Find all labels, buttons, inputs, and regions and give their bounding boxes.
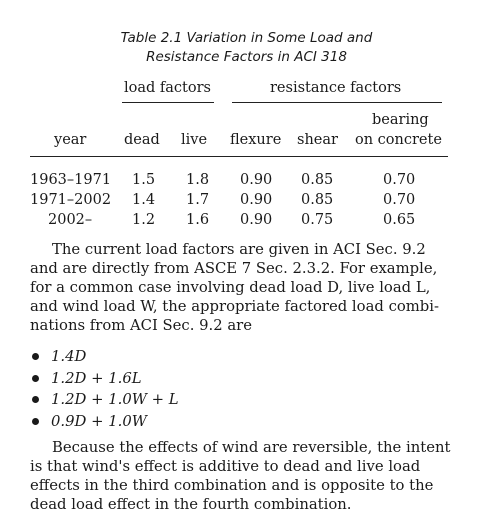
row-1-dead: 1.5 xyxy=(132,172,156,188)
paragraph-1-line-5: nations from ACI Sec. 9.2 are xyxy=(30,317,252,334)
resistance-factors-group-header: resistance factors xyxy=(270,80,402,96)
paragraph-load-combinations xyxy=(30,240,448,335)
combination-3: 1.2D + 1.0W + L xyxy=(51,391,179,408)
bullet-icon xyxy=(32,418,39,425)
list-item xyxy=(32,411,179,433)
col-header-live: live xyxy=(181,132,208,148)
paragraph-2-line-1: Because the effects of wind are reversible, the intent xyxy=(52,439,451,456)
resistance-factors-underline xyxy=(232,102,442,103)
paragraph-1-line-3: for a common case involving dead load D, live load L, xyxy=(30,279,431,296)
table-caption-line-2: Resistance Factors in ACI 318 xyxy=(146,49,347,65)
col-header-bearing-line-2: on concrete xyxy=(355,132,442,148)
table-caption-line-1: Table 2.1 Variation in Some Load and xyxy=(120,30,373,46)
combination-list xyxy=(32,346,179,432)
row-3-dead: 1.2 xyxy=(132,212,156,228)
combination-4: 0.9D + 1.0W xyxy=(51,412,147,430)
row-2-live: 1.7 xyxy=(186,192,210,208)
paragraph-wind-effect xyxy=(30,438,451,514)
table-header-rule xyxy=(30,156,448,157)
load-factors-group-header: load factors xyxy=(124,80,211,96)
combination-2: 1.2D + 1.6L xyxy=(51,369,142,387)
col-header-bearing-line-1: bearing xyxy=(372,112,429,128)
col-header-year: year xyxy=(54,132,87,148)
col-header-shear: shear xyxy=(297,132,338,148)
list-item xyxy=(32,346,179,368)
paragraph-1-line-1: The current load factors are given in ACI Sec. 9.2 xyxy=(52,241,426,258)
row-1-shear: 0.85 xyxy=(301,172,334,188)
row-3-year: 2002– xyxy=(48,212,93,228)
paragraph-2-line-4: dead load effect in the fourth combination. xyxy=(30,496,352,513)
bullet-icon xyxy=(32,353,39,360)
row-3-bearing: 0.65 xyxy=(383,212,416,228)
paragraph-2-line-3: effects in the third combination and is opposite to the xyxy=(30,477,434,494)
row-2-shear: 0.85 xyxy=(301,192,334,208)
row-2-flexure: 0.90 xyxy=(240,192,273,208)
row-3-live: 1.6 xyxy=(186,212,210,228)
row-3-shear: 0.75 xyxy=(301,212,334,228)
row-2-year: 1971–2002 xyxy=(30,192,112,208)
row-3-flexure: 0.90 xyxy=(240,212,273,228)
col-header-flexure: flexure xyxy=(230,132,282,148)
paragraph-1-line-4: and wind load W, the appropriate factored load combi- xyxy=(30,298,440,315)
paragraph-2-line-2: is that wind's effect is additive to dead and live load xyxy=(30,458,421,475)
bullet-icon xyxy=(32,375,39,382)
row-1-bearing: 0.70 xyxy=(383,172,416,188)
row-1-year: 1963–1971 xyxy=(30,172,112,188)
paragraph-1-line-2: and are directly from ASCE 7 Sec. 2.3.2. For example, xyxy=(30,260,438,277)
col-header-dead: dead xyxy=(124,132,160,148)
bullet-icon xyxy=(32,396,39,403)
list-item xyxy=(32,368,179,390)
row-1-flexure: 0.90 xyxy=(240,172,273,188)
row-1-live: 1.8 xyxy=(186,172,210,188)
list-item xyxy=(32,389,179,411)
load-factors-underline xyxy=(122,102,214,103)
combination-1: 1.4D xyxy=(51,348,87,365)
row-2-dead: 1.4 xyxy=(132,192,156,208)
row-2-bearing: 0.70 xyxy=(383,192,416,208)
